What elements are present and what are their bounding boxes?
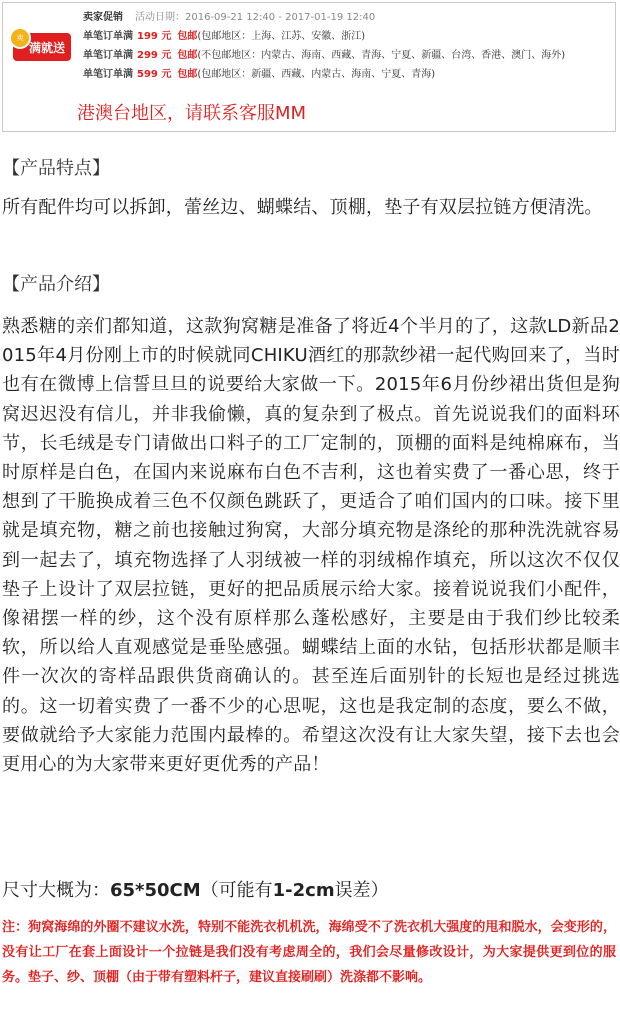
washing-note: 注：狗窝海绵的外圈不建议水洗，特别不能洗衣机机洗，海绵受不了洗衣机大强度的甩和脱水，会变形的，没有让工厂在套上面设计一个拉链是我们没有考虑周全的，我们会尽量修改设计，为大家提供更到位的服务。垫子、纱、顶棚（由于带有塑料杆子，建议直接刷刷）洗涤都不影响。	[2, 920, 616, 985]
tier-price: 599 元	[137, 69, 172, 80]
promotion-panel	[2, 2, 616, 132]
tier-region: (包邮地区：上海、江苏、安徽、浙江)	[197, 31, 366, 42]
promo-title-row	[83, 11, 375, 25]
tier-shipping: 包邮	[177, 31, 198, 42]
features-text: 所有配件均可以拆卸，蕾丝边、蝴蝶结、顶棚，垫子有双层拉链方便清洗。	[2, 197, 603, 218]
tier-label: 单笔订单满	[83, 69, 133, 80]
size-info	[2, 876, 389, 902]
size-paren-close: 误差）	[334, 880, 389, 901]
size-value: 65*50CM	[110, 880, 201, 901]
hk-macau-taiwan-note: 港澳台地区，请联系客服MM	[77, 103, 307, 124]
gift-tag-icon: 卖	[9, 27, 31, 49]
promo-date-range: 2016-09-21 12:40 - 2017-01-19 12:40	[185, 12, 376, 23]
promo-date-label: 活动日期：	[135, 12, 185, 23]
size-tolerance: 1-2cm	[272, 880, 335, 901]
promo-badge	[13, 33, 71, 61]
promo-tier-row	[83, 30, 365, 44]
features-heading: 【产品特点】	[2, 158, 110, 179]
tier-shipping: 包邮	[177, 50, 198, 61]
promo-title: 卖家促销	[83, 12, 123, 23]
tier-region: (不包邮地区：内蒙古、海南、西藏、青海、宁夏、新疆、台湾、香港、澳门、海外)	[197, 50, 566, 61]
promo-tier-row	[83, 49, 565, 63]
tier-price: 299 元	[137, 50, 172, 61]
promo-tier-row	[83, 68, 435, 82]
intro-text: 熟悉糖的亲们都知道，这款狗窝糖是准备了将近4个半月的了，这款LD新品2015年4月份刚上市的时候就同CHIKU酒红的那款纱裙一起代购回来了，当时也有在微博上信誓旦旦的说要给大家做一下。2015年6月份纱裙出货但是狗窝迟迟没有信儿，并非我偷懒，真的复杂到了极点。首先说说我们的面料环节，长毛绒是专门请做出口料子的工厂定制的，顶棚的面料是纯棉麻布，当时原样是白色，在国内来说麻布白色不吉利，这也着实费了一番心思，终于想到了干脆换成着三色不仅颜色跳跃了，更适合了咱们国内的口味。接下里就是填充物，糖之前也接触过狗窝，大部分填充物是涤纶的那种洗洗就容易到一起去了，填充物选择了人羽绒被一样的羽绒棉作填充，所以这次不仅仅垫子上设计了双层拉链，更好的把品质展示给大家。接着说说我们小配件，像裙摆一样的纱，这个没有原样那么蓬松感好，主要是由于我们纱比较柔软，所以给人直观感觉是垂坠感强。蝴蝶结上面的水钻，包括形状都是顺丰件一次次的寄样品跟供货商确认的。甚至连后面别针的长短也是经过挑选的。这一切着实费了一番不少的心思呢，这也是我定制的态度，要么不做，要做就给予大家能力范围内最棒的。希望这次没有让大家失望，接下去也会更用心的为大家带来更好更优秀的产品！	[2, 316, 620, 776]
tier-label: 单笔订单满	[83, 50, 133, 61]
tier-region: (包邮地区：新疆、西藏、内蒙古、海南、宁夏、青海)	[197, 69, 436, 80]
promo-badge-label: 满就送	[29, 41, 66, 55]
tier-label: 单笔订单满	[83, 31, 133, 42]
intro-heading: 【产品介绍】	[2, 274, 110, 295]
tier-price: 199 元	[137, 31, 172, 42]
size-paren-open: （可能有	[200, 880, 273, 901]
tier-shipping: 包邮	[177, 69, 198, 80]
size-label: 尺寸大概为：	[2, 880, 110, 901]
